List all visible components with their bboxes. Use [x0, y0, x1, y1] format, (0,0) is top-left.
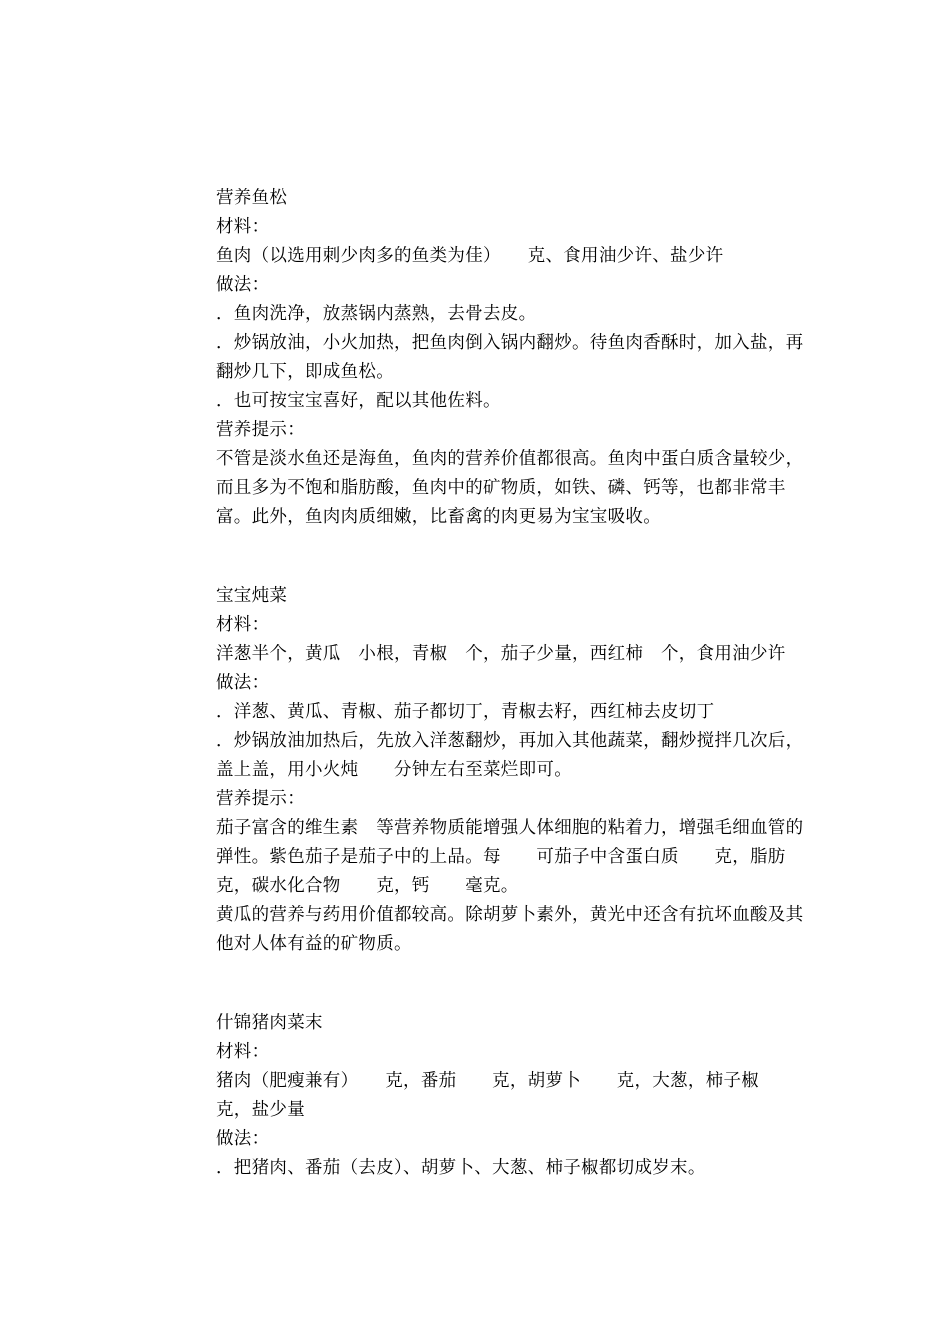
- tips-text: 茄子富含的维生素 等营养物质能增强人体细胞的粘着力，增强毛细血管的弹性。紫色茄子是茄子中的上品。每 可茄子中含蛋白质 克，脂肪 克，碳水化合物 克，钙 毫克。: [216, 818, 822, 896]
- recipe-pork-vegetable-mince: [216, 1009, 816, 1183]
- tips-label: 营养提示：: [216, 789, 305, 809]
- method-step: ．把猪肉、番茄（去皮）、胡萝卜、大葱、柿子椒都切成岁末。: [216, 1158, 706, 1178]
- method-label: 做法：: [216, 1129, 270, 1149]
- tips-label: 营养提示：: [216, 420, 305, 440]
- method-label: 做法：: [216, 673, 270, 693]
- materials-label: 材料：: [216, 615, 270, 635]
- method-step: ．鱼肉洗净，放蒸锅内蒸熟，去骨去皮。: [216, 304, 537, 324]
- materials-text: 猪肉（肥瘦兼有） 克，番茄 克，胡萝卜 克，大葱，柿子椒 克，盐少量: [216, 1071, 795, 1120]
- tips-text: 黄瓜的营养与药用价值都较高。除胡萝卜素外，黄光中还含有抗坏血酸及其他对人体有益的矿物质。: [216, 905, 804, 954]
- method-step: ．也可按宝宝喜好，配以其他佐料。: [216, 391, 501, 411]
- tips-text: 不管是淡水鱼还是海鱼，鱼肉的营养价值都很高。鱼肉中蛋白质含量较少，而且多为不饱和脂肪酸，鱼肉中的矿物质，如铁、磷、钙等，也都非常丰富。此外，鱼肉肉质细嫩，比畜禽的肉更易为宝宝吸收。: [216, 449, 804, 527]
- method-step: ．炒锅放油加热后，先放入洋葱翻炒，再加入其他蔬菜，翻炒搅拌几次后，盖上盖，用小火炖 分钟左右至菜烂即可。: [216, 731, 804, 780]
- recipe-title: 营养鱼松: [216, 188, 288, 208]
- materials-text: 洋葱半个，黄瓜 小根，青椒 个，茄子少量，西红柿 个，食用油少许: [216, 644, 786, 664]
- recipe-fish-floss: [216, 184, 816, 532]
- method-step: ．洋葱、黄瓜、青椒、茄子都切丁，青椒去籽，西红柿去皮切丁: [216, 702, 715, 722]
- method-step: ．炒锅放油，小火加热，把鱼肉倒入锅内翻炒。待鱼肉香酥时，加入盐，再翻炒几下，即成鱼松。: [216, 333, 804, 382]
- recipe-title: 什锦猪肉菜末: [216, 1013, 323, 1033]
- materials-label: 材料：: [216, 1042, 270, 1062]
- recipe-baby-stew: [216, 582, 822, 959]
- recipe-title: 宝宝炖菜: [216, 586, 288, 606]
- materials-label: 材料：: [216, 217, 270, 237]
- materials-text: 鱼肉（以选用刺少肉多的鱼类为佳） 克、食用油少许、盐少许: [216, 246, 724, 266]
- method-label: 做法：: [216, 275, 270, 295]
- document-content: [216, 184, 822, 1183]
